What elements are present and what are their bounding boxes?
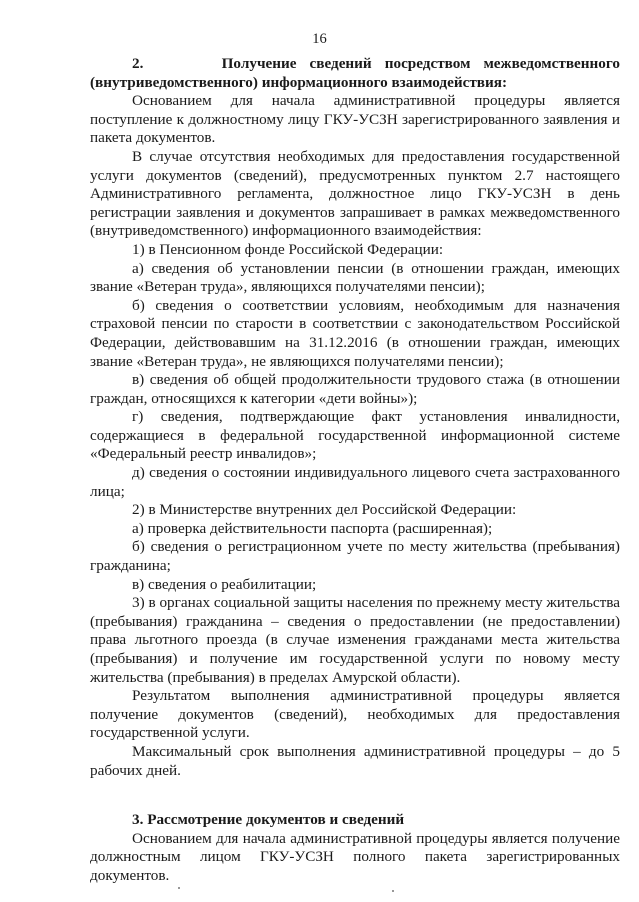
- paragraph: Максимальный срок выполнения административной процедуры – до 5 рабочих дней.: [90, 742, 620, 779]
- list-item: 2) в Министерстве внутренних дел Российской Федерации:: [132, 501, 517, 519]
- paragraph: Основанием для начала административной процедуры является поступление к должностному лицу ГКУ-УСЗН зарегистрированного заявления и пакета документов.: [90, 92, 620, 147]
- paragraph: Основанием для начала административной процедуры является получение должностным лицом ГКУ-УСЗН полного пакета зарегистрированных документов.: [90, 829, 620, 884]
- section-2-heading: 2. Получение сведений посредством межведомственного (внутриведомственного) информационного взаимодействия:: [90, 55, 620, 91]
- paragraph: Результатом выполнения административной процедуры является получение документов (сведений), необходимых для предоставления государственной услуги.: [90, 687, 620, 742]
- section-3-heading: 3. Рассмотрение документов и сведений: [132, 811, 405, 829]
- list-item: 1) в Пенсионном фонде Российской Федерации:: [132, 240, 444, 258]
- list-item: б) сведения о регистрационном учете по месту жительства (пребывания) гражданина;: [90, 538, 620, 575]
- scan-artifact: [178, 887, 180, 889]
- page-content: [90, 55, 620, 886]
- page-number: 16: [312, 31, 327, 47]
- list-item: 3) в органах социальной защиты населения по прежнему месту жительства (пребывания) гражданина – сведения о предоставлении (не предоставлении) права льготного проезда (в случае изменения гражданами места жительства (пребывания) и получение им государственной услуги по новому месту жительства (пребывания) в пределах Амурской области).: [90, 594, 620, 686]
- list-item: б) сведения о соответствии условиям, необходимым для назначения страховой пенсии по старости в соответствии с законодательством Российской Федерации, действовавшим на 31.12.2016 (в отношении граждан, имеющих звание «Ветеран труда», не являющихся получателями пенсии);: [90, 296, 620, 370]
- list-item: а) сведения об установлении пенсии (в отношении граждан, имеющих звание «Ветеран труда», являющихся получателями пенсии);: [90, 259, 620, 296]
- list-item: а) проверка действительности паспорта (расширенная);: [132, 519, 493, 537]
- paragraph: В случае отсутствия необходимых для предоставления государственной услуги документов (сведений), предусмотренных пунктом 2.7 настоящего Административного регламента, должностное лицо ГКУ-УСЗН в день регистрации заявления и документов запрашивает в рамках межведомственного (внутриведомственного) информационного взаимодействия:: [90, 147, 620, 240]
- list-item: в) сведения о реабилитации;: [132, 575, 317, 593]
- scan-artifact: [392, 890, 394, 892]
- list-item: д) сведения о состоянии индивидуального лицевого счета застрахованного лица;: [90, 464, 620, 500]
- list-item: в) сведения об общей продолжительности трудового стажа (в отношении граждан, относящихся к категории «дети войны»);: [90, 371, 620, 407]
- list-item: г) сведения, подтверждающие факт установления инвалидности, содержащиеся в федеральной государственной информационной системе «Федеральный реестр инвалидов»;: [90, 408, 620, 463]
